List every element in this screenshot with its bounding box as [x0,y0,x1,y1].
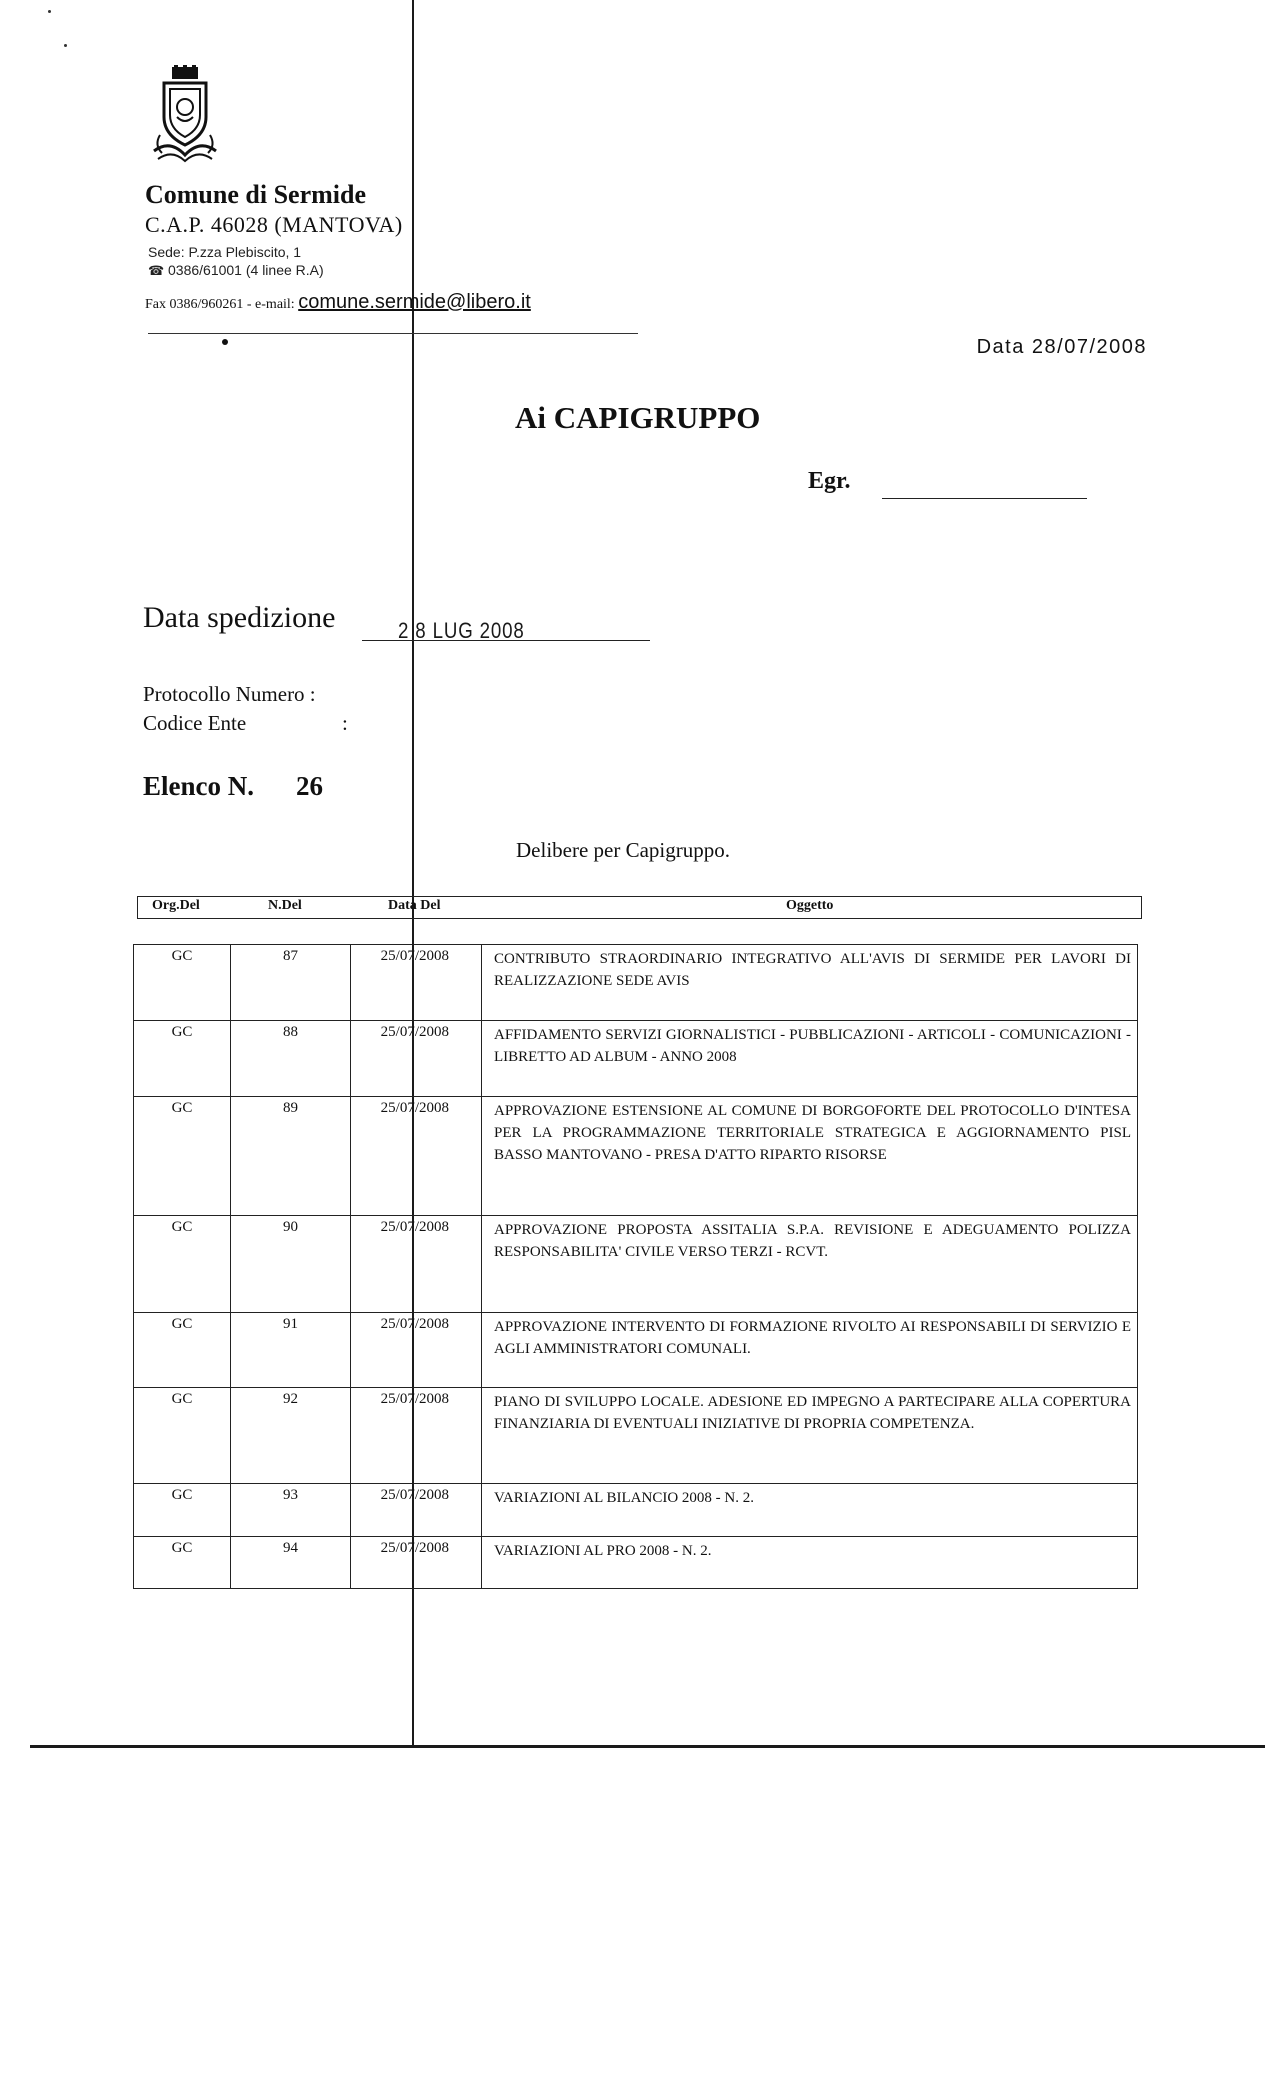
row-org: GC [171,1100,193,1116]
row-subject: APPROVAZIONE PROPOSTA ASSITALIA S.P.A. REVISIONE E ADEGUAMENTO POLIZZA RESPONSABILITA' CIVILE VERSO TERZI - RCVT. [494,1222,1131,1260]
table-row [134,1313,1137,1388]
row-org: GC [171,1024,193,1040]
row-subject: VARIAZIONI AL BILANCIO 2008 - N. 2. [494,1490,754,1506]
row-org: GC [171,1219,193,1235]
row-subject: VARIAZIONI AL PRO 2008 - N. 2. [494,1543,712,1559]
row-number: 90 [283,1219,298,1235]
deliberations-table [133,944,1138,1589]
date-stamp: 2 8 LUG 2008 [398,618,525,643]
header-date: Data Del [388,898,441,913]
row-number: 88 [283,1024,298,1040]
entity-code-label: Codice Ente [143,711,247,735]
phone-line [148,262,324,279]
fax-email-line [145,291,531,314]
row-org: GC [171,1487,193,1503]
municipal-crest-icon [150,65,220,165]
row-number: 93 [283,1487,298,1503]
row-number: 94 [283,1540,298,1556]
header-divider [148,333,638,334]
list-label: Elenco N. [143,771,254,801]
postal-code-line: C.A.P. 46028 (MANTOVA) [145,212,403,237]
row-date: 25/07/2008 [380,1391,449,1407]
row-number: 92 [283,1391,298,1407]
header-subject: Oggetto [786,898,834,913]
row-subject: APPROVAZIONE INTERVENTO DI FORMAZIONE RIVOLTO AI RESPONSABILI DI SERVIZIO E AGLI AMMINISTRATORI COMUNALI. [494,1319,1131,1357]
row-org: GC [171,948,193,964]
header-org: Org.Del [152,898,200,913]
row-subject: PIANO DI SVILUPPO LOCALE. ADESIONE ED IMPEGNO A PARTECIPARE ALLA COPERTURA FINANZIARIA DI EVENTUALI INIZIATIVE DI PROPRIA COMPETENZA. [494,1394,1131,1432]
table-row [134,1388,1137,1484]
table-row [134,1484,1137,1537]
row-subject: CONTRIBUTO STRAORDINARIO INTEGRATIVO ALL'AVIS DI SERMIDE PER LAVORI DI REALIZZAZIONE SEDE AVIS [494,951,1131,989]
list-subtitle: Delibere per Capigruppo. [516,838,731,862]
document-date: Data 28/07/2008 [976,336,1147,358]
bottom-divider [30,1745,1265,1748]
table-row [134,1097,1137,1216]
entity-code-colon: : [342,711,348,735]
row-subject: APPROVAZIONE ESTENSIONE AL COMUNE DI BORGOFORTE DEL PROTOCOLLO D'INTESA PER LA PROGRAMMAZIONE TERRITORIALE STRATEGICA E AGGIORNAMENTO PISL BASSO MANTOVANO - PRESA D'ATTO RIPARTO RISORSE [494,1103,1131,1163]
row-date: 25/07/2008 [380,1024,449,1040]
row-org: GC [171,1316,193,1332]
row-date: 25/07/2008 [380,1100,449,1116]
bullet-mark [222,339,228,345]
row-number: 87 [283,948,298,964]
table-row [134,1216,1137,1313]
row-org: GC [171,1391,193,1407]
table-header [137,896,1142,919]
phone-number: 0386/61001 (4 linee R.A) [168,262,324,278]
row-subject: AFFIDAMENTO SERVIZI GIORNALISTICI - PUBBLICAZIONI - ARTICOLI - COMUNICAZIONI - LIBRETTO AD ALBUM - ANNO 2008 [494,1027,1131,1065]
table-row [134,945,1137,1021]
row-date: 25/07/2008 [380,1316,449,1332]
egr-blank-line [882,498,1087,499]
egr-label: Egr. [808,468,851,494]
address-line: Sede: P.zza Plebiscito, 1 [148,244,302,260]
table-row [134,1021,1137,1097]
municipality-name: Comune di Sermide [145,180,366,209]
table-row [134,1537,1137,1589]
protocol-number-label: Protocollo Numero : [143,682,316,706]
list-number-value: 26 [296,771,323,801]
row-date: 25/07/2008 [380,1487,449,1503]
row-org: GC [171,1540,193,1556]
row-number: 91 [283,1316,298,1332]
shipping-date-label: Data spedizione [143,601,336,634]
row-date: 25/07/2008 [380,1219,449,1235]
list-number [143,771,323,802]
telephone-icon: ☎ [148,263,165,278]
header-number: N.Del [268,898,302,913]
email-link[interactable]: comune.sermide@libero.it [298,291,531,313]
fax-number: Fax 0386/960261 - e-mail: [145,297,299,312]
row-number: 89 [283,1100,298,1116]
recipient-title: Ai CAPIGRUPPO [515,400,761,435]
row-date: 25/07/2008 [380,948,449,964]
row-date: 25/07/2008 [380,1540,449,1556]
